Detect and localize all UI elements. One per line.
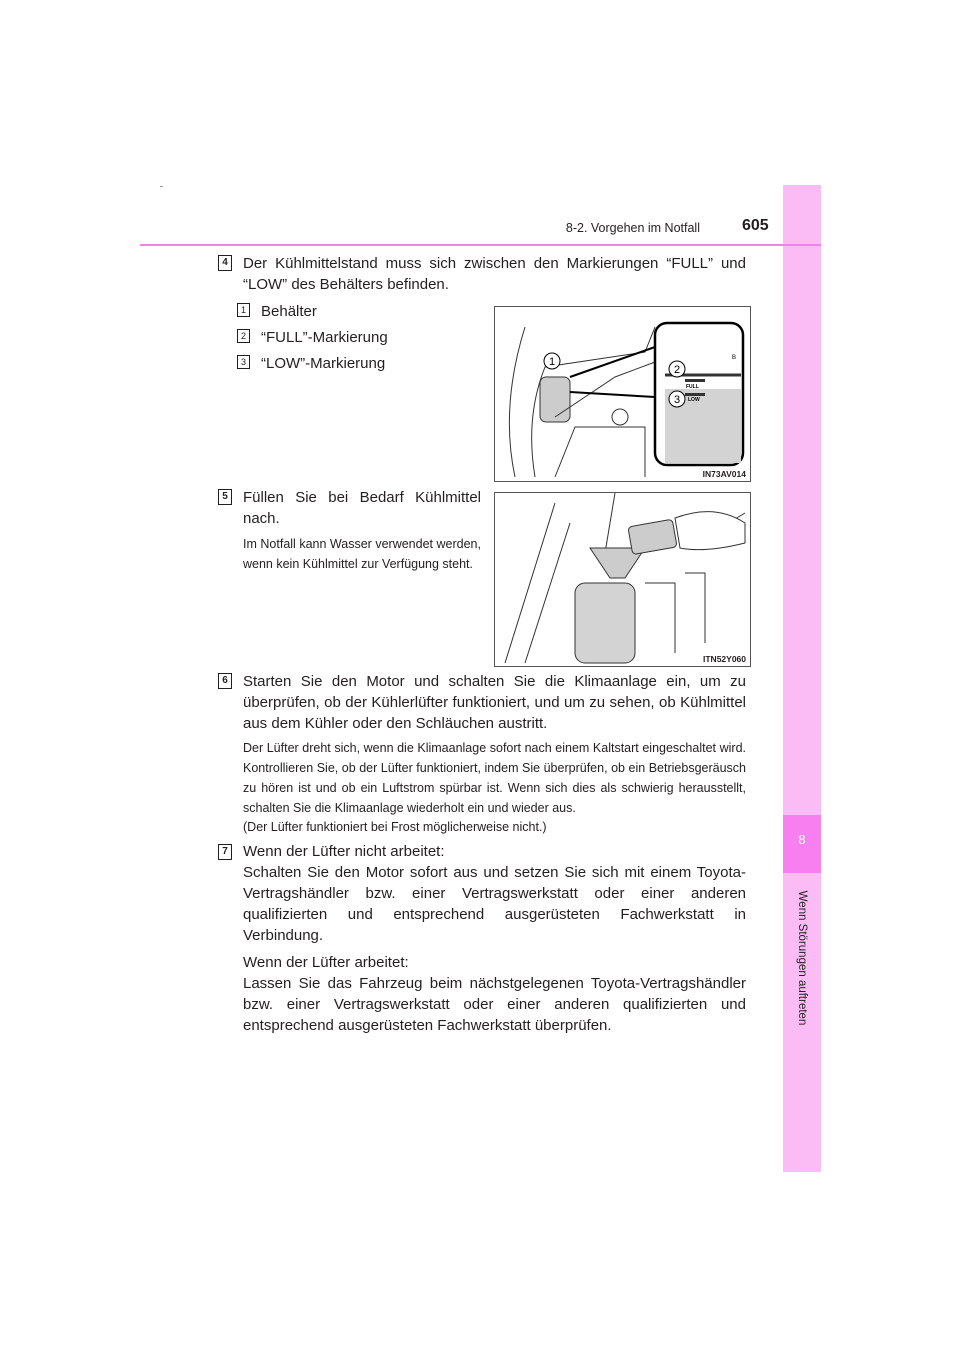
step-note: Im Notfall kann Wasser verwendet werden, wenn kein Kühlmittel zur Verfügung steht.: [243, 537, 481, 571]
step-number: 6: [218, 673, 232, 689]
engine-bay-drawing: [495, 307, 750, 481]
crop-mark: [160, 186, 163, 187]
figure-code: ITN52Y060: [703, 654, 746, 664]
b-mark: B: [732, 355, 737, 361]
step-7-content: [243, 841, 746, 1036]
condition-heading: Wenn der Lüfter nicht arbeitet:: [243, 843, 445, 860]
item-label: “LOW”-Markierung: [261, 355, 386, 372]
item-number: 1: [237, 303, 250, 317]
low-mark: LOW: [688, 397, 700, 403]
item-label: “FULL”-Markierung: [261, 329, 388, 346]
callout-1: 1: [549, 356, 556, 368]
header-rule: [140, 244, 821, 246]
coolant-reservoir-illustration: [494, 306, 751, 482]
item-label: Behälter: [261, 303, 317, 320]
figure-code: IN73AV014: [702, 469, 746, 479]
chapter-title: Wenn Störungen auftreten: [796, 890, 808, 1026]
condition-text: Schalten Sie den Motor sofort aus und setzen Sie sich mit einem Toyota-Vertragshändler bzw. einer Vertragswerkstatt oder einer anderen qualifizierten und entsprechend ausgerüsteten Fachwerkstatt in Verbindung.: [243, 864, 746, 944]
step-number: 7: [218, 844, 232, 860]
callout-2: 2: [674, 364, 681, 376]
step-text: Der Kühlmittelstand muss sich zwischen den Markierungen “FULL” und “LOW” des Behälters befinden.: [243, 255, 746, 293]
step-text: Starten Sie den Motor und schalten Sie die Klimaanlage ein, um zu überprüfen, ob der Kühlerlüfter funktioniert, und um zu sehen, ob Kühlmittel aus dem Kühler oder den Schläuchen austritt.: [243, 673, 746, 732]
section-title: 8-2. Vorgehen im Notfall: [565, 221, 700, 235]
condition-text: Lassen Sie das Fahrzeug beim nächstgelegenen Toyota-Vertragshändler bzw. einer Vertragswerkstatt oder einer anderen qualifizierten und entsprechend ausgerüsteten Fachwerkstatt überprüfen.: [243, 975, 746, 1034]
callout-3: 3: [674, 394, 681, 406]
page-number: 605: [742, 217, 769, 234]
step-number: 5: [218, 489, 232, 505]
condition-heading: Wenn der Lüfter arbeitet:: [243, 954, 409, 971]
step-number: 4: [218, 255, 232, 271]
full-mark: FULL: [686, 384, 699, 390]
refill-coolant-illustration: [494, 492, 751, 667]
step-note: Der Lüfter dreht sich, wenn die Klimaanlage sofort nach einem Kaltstart eingeschaltet wird. Kontrollieren Sie, ob der Lüfter funktioniert, indem Sie überprüfen, ob ein Betriebsgeräusch zu hören ist und ob ein Luftstrom spürbar ist. Wenn sich dies als schwierig herausstellt, schalten Sie die Klimaanlage wiederholt ein und wieder aus.: [243, 741, 746, 815]
item-number: 2: [237, 329, 250, 343]
step-text: Füllen Sie bei Bedarf Kühlmittel nach.: [243, 489, 481, 527]
refill-drawing: [495, 493, 750, 666]
item-number: 3: [237, 355, 250, 369]
step-note-frost: (Der Lüfter funktioniert bei Frost möglicherweise nicht.): [243, 820, 547, 834]
chapter-tab[interactable]: 8: [783, 815, 821, 873]
